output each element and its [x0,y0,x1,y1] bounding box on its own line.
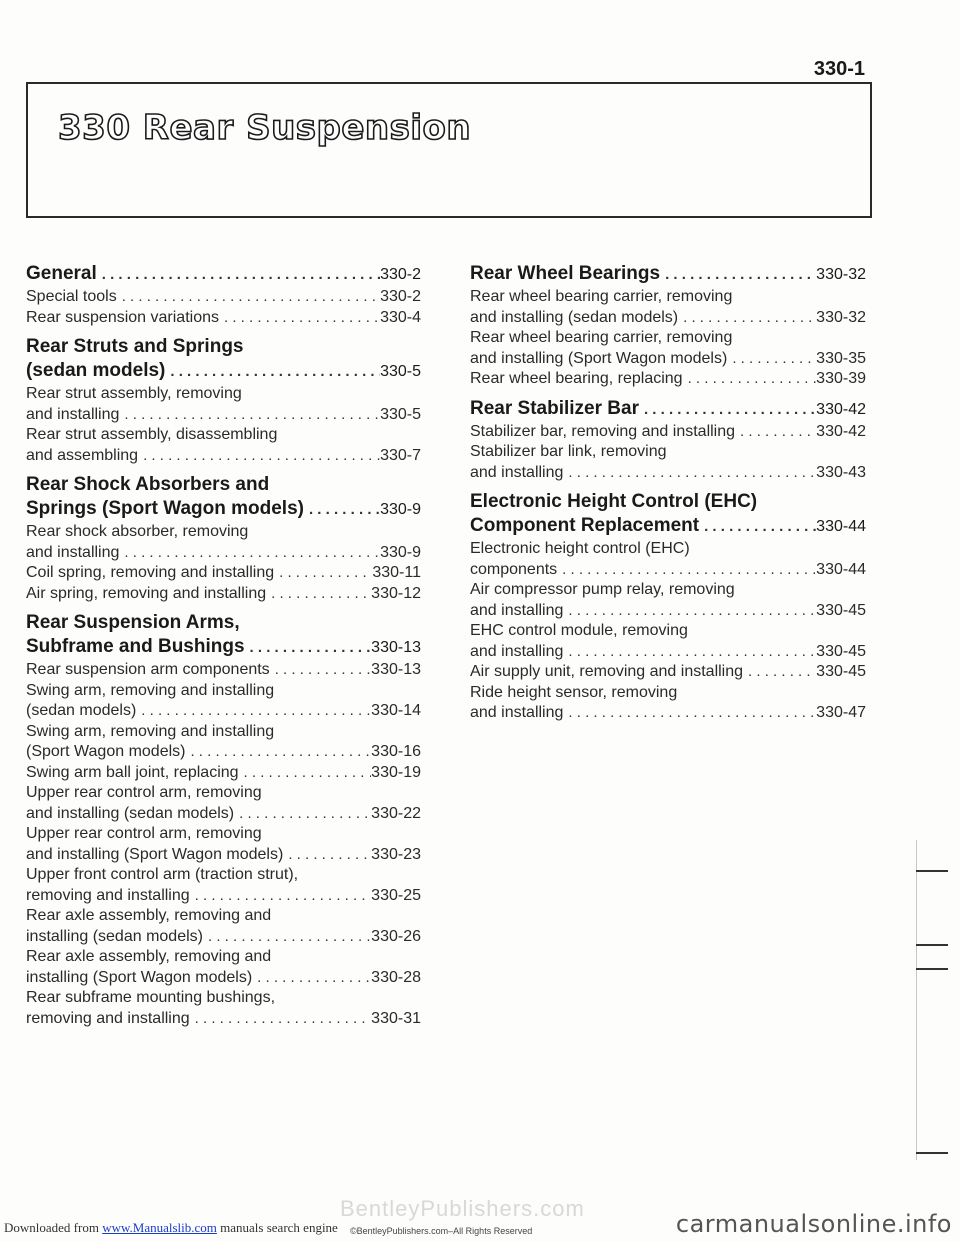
page-ref: 330-2 [380,266,421,283]
dot-leader [699,515,816,539]
toc-entry[interactable] [470,683,866,724]
entry-title: installing (sedan models) [26,927,203,945]
entry-title-line: Upper rear control arm, removing [26,784,262,801]
dot-leader [563,703,816,724]
entry-title: removing and installing [26,886,190,904]
entry-title: and installing (Sport Wagon models) [26,845,284,863]
page-ref: 330-35 [816,349,866,367]
dot-leader [203,927,371,948]
section-title: Component Replacement [470,515,700,536]
toc-entry[interactable] [26,824,421,865]
page-ref: 330-42 [816,422,866,440]
page-ref: 330-19 [371,763,421,781]
page-ref: 330-5 [380,405,421,423]
toc-entry[interactable] [470,328,866,369]
section-heading[interactable] [470,490,866,539]
section-heading[interactable] [26,611,421,660]
dot-leader [557,560,816,581]
toc-entry[interactable] [26,287,421,308]
section-heading[interactable] [26,335,421,384]
page-ref: 330-13 [371,661,421,678]
dot-leader [563,601,816,622]
toc-entry[interactable] [26,563,421,584]
toc-entry[interactable] [26,384,421,425]
entry-title-line: EHC control module, removing [470,622,688,639]
entry-title: and installing [470,642,564,660]
entry-title: and installing [470,601,564,619]
dot-leader [239,763,372,784]
toc-entry[interactable] [470,662,866,683]
toc-entry[interactable] [470,287,866,328]
dot-leader [639,398,816,422]
dot-leader [266,584,371,605]
entry-title: Rear wheel bearing, replacing [470,370,683,387]
toc-entry[interactable] [470,422,866,443]
entry-title: Rear suspension variations [26,308,219,326]
entry-title: installing (Sport Wagon models) [26,968,253,986]
toc-entry[interactable] [470,621,866,662]
entry-title: Swing arm ball joint, replacing [26,763,239,781]
margin-tick [916,968,948,970]
dot-leader [743,662,816,683]
dot-leader [563,463,816,484]
entry-title: and installing [470,704,564,721]
entry-title-line: Upper rear control arm, removing [26,825,262,842]
entry-title-line: Ride height sensor, removing [470,683,678,701]
entry-title-line: Swing arm, removing and installing [26,722,275,740]
dot-leader [735,422,816,443]
chapter-title: 330 Rear Suspension [58,108,472,148]
toc-section [26,611,421,1029]
section-heading-line: Rear Shock Absorbers and [26,474,270,495]
toc-left-column [26,262,421,1036]
section-heading[interactable] [470,397,866,422]
dot-leader [678,308,816,329]
toc-section [470,262,866,390]
dot-leader [185,742,371,763]
toc-section [26,473,421,604]
page-ref: 330-39 [816,370,866,387]
entry-title-line: Stabilizer bar link, removing [470,443,667,460]
page-ref: 330-12 [371,584,421,602]
section-heading-line: Rear Suspension Arms, [26,612,240,633]
entry-title-line: Rear strut assembly, disassembling [26,426,278,443]
toc-entry[interactable] [470,539,866,580]
dot-leader [234,804,371,825]
entry-title: and installing [470,463,564,481]
page-ref: 330-43 [816,463,866,481]
footer-suffix: manuals search engine [220,1220,338,1235]
toc-entry[interactable] [26,681,421,722]
dot-leader [136,701,371,722]
manualslib-link[interactable]: www.Manualslib.com [102,1220,217,1235]
dot-leader [270,660,371,681]
dot-leader [252,968,371,989]
section-title: General [26,263,97,284]
dot-leader [119,543,380,564]
page-ref: 330-22 [371,804,421,822]
page-ref: 330-5 [380,363,421,380]
dot-leader [119,405,380,426]
dot-leader [683,369,817,390]
section-title: Rear Wheel Bearings [470,263,661,284]
page-ref: 330-45 [816,663,866,680]
toc-entry[interactable] [26,865,421,906]
entry-title: (sedan models) [26,702,137,719]
section-title: Subframe and Bushings [26,636,245,657]
entry-title: components [470,560,558,578]
margin-line [916,840,917,1160]
toc-entry[interactable] [26,425,421,466]
footer-copyright: ©BentleyPublishers.com–All Rights Reserved [350,1226,533,1236]
margin-tick [916,870,948,872]
dot-leader [563,642,816,663]
dot-leader [165,360,380,384]
entry-title-line: Rear strut assembly, removing [26,385,242,402]
page-number: 330-1 [813,58,865,80]
toc-section [470,397,866,484]
toc-entry[interactable] [26,308,421,329]
entry-title: Special tools [26,288,117,305]
toc-section [26,262,421,328]
page-ref: 330-45 [816,642,866,660]
dot-leader [283,845,371,866]
page-ref: 330-42 [816,400,866,418]
dot-leader [219,308,380,329]
dot-leader [138,446,380,467]
footer-watermark: BentleyPublishers.com [340,1196,585,1221]
section-heading[interactable] [470,262,866,287]
page-ref: 330-32 [816,308,866,326]
dot-leader [727,349,816,370]
page-ref: 330-9 [380,543,421,561]
entry-title-line: Air compressor pump relay, removing [470,581,735,598]
toc-entry[interactable] [26,763,421,784]
entry-title: and assembling [26,446,139,464]
toc-entry[interactable] [470,369,866,390]
entry-title: and installing (Sport Wagon models) [470,349,728,367]
entry-title-line: Upper front control arm (traction strut), [26,866,299,883]
toc-entry[interactable] [26,947,421,988]
section-heading-line: Electronic Height Control (EHC) [470,491,758,512]
page-ref: 330-13 [371,639,421,656]
chapter-title-box [26,82,872,218]
toc-entry[interactable] [26,584,421,605]
entry-title: Coil spring, removing and installing [26,564,275,581]
toc-entry[interactable] [470,580,866,621]
dot-leader [304,498,380,522]
entry-title: Air spring, removing and installing [26,584,267,602]
page-ref: 330-32 [816,266,866,283]
section-title: (sedan models) [26,360,166,381]
entry-title: and installing (sedan models) [470,308,679,326]
dot-leader [97,263,380,287]
section-title: Springs (Sport Wagon models) [26,498,304,519]
page-ref: 330-16 [371,743,421,760]
page-ref: 330-11 [372,564,421,581]
entry-title: Rear suspension arm components [26,661,270,678]
entry-title: and installing [26,543,120,561]
entry-title: Air supply unit, removing and installing [470,663,744,680]
entry-title-line: Electronic height control (EHC) [470,540,690,557]
entry-title: and installing [26,405,120,423]
entry-title-line: Swing arm, removing and installing [26,681,275,699]
margin-tick [916,1152,948,1154]
toc-entry[interactable] [26,783,421,824]
footer-download-note [4,1220,338,1236]
section-heading[interactable] [26,473,421,522]
entry-title-line: Rear shock absorber, removing [26,523,249,540]
entry-title: Stabilizer bar, removing and installing [470,422,736,440]
footer-brand: carmanualsonline.info [675,1210,952,1238]
toc-section [470,490,866,724]
page-ref: 330-7 [380,446,421,464]
entry-title-line: Rear axle assembly, removing and [26,907,272,924]
section-title: Rear Stabilizer Bar [470,397,639,419]
dot-leader [117,287,380,308]
page-ref: 330-25 [371,886,421,904]
toc-entry[interactable] [26,906,421,947]
toc-section [26,335,421,466]
page-ref: 330-26 [371,927,421,945]
footer-prefix: Downloaded from [4,1220,99,1235]
margin-tick [916,944,948,946]
entry-title: removing and installing [26,1009,190,1027]
page-ref: 330-14 [371,702,421,719]
toc-entry[interactable] [26,660,421,681]
dot-leader [190,1009,372,1030]
dot-leader [245,636,372,660]
dot-leader [660,263,816,287]
page-ref: 330-44 [816,518,866,535]
section-heading-line: Rear Struts and Springs [26,336,244,357]
dot-leader [274,563,372,584]
page-ref: 330-44 [816,560,866,578]
section-heading[interactable] [26,262,421,287]
page-ref: 330-45 [816,601,866,619]
entry-title-line: Rear wheel bearing carrier, removing [470,329,733,346]
entry-title: (Sport Wagon models) [26,743,186,760]
page-ref: 330-2 [380,288,421,305]
toc-entry[interactable] [26,722,421,763]
page-ref: 330-23 [371,845,421,863]
toc-entry[interactable] [26,988,421,1029]
page-ref: 330-9 [380,501,421,518]
page-ref: 330-47 [816,704,866,721]
page-ref: 330-31 [371,1009,421,1027]
toc-right-column [470,262,866,731]
entry-title-line: Rear axle assembly, removing and [26,948,272,965]
dot-leader [190,886,372,907]
toc-entry[interactable] [470,442,866,483]
page-ref: 330-4 [380,308,421,326]
toc-entry[interactable] [26,522,421,563]
entry-title-line: Rear subframe mounting bushings, [26,989,276,1006]
page-ref: 330-28 [371,968,421,986]
entry-title-line: Rear wheel bearing carrier, removing [470,288,733,305]
entry-title: and installing (sedan models) [26,804,235,822]
